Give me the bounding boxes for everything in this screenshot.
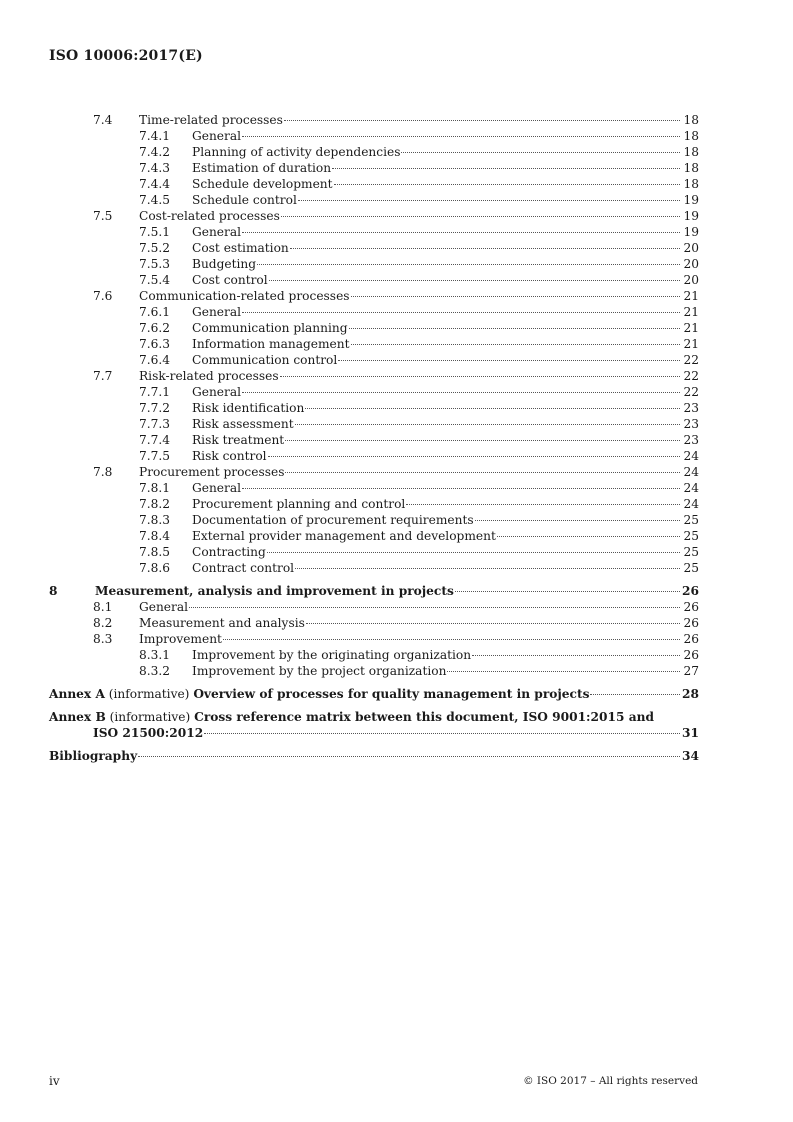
toc-entry-title: Contracting xyxy=(192,545,266,559)
toc-entry-page: 23 xyxy=(683,401,699,415)
toc-entry-title: Measurement, analysis and improvement in projects xyxy=(95,584,454,598)
dot-leader xyxy=(280,375,680,377)
table-of-contents xyxy=(49,112,699,764)
dot-leader xyxy=(455,590,680,592)
dot-leader xyxy=(351,343,681,345)
toc-entry-page: 19 xyxy=(683,209,699,223)
annex-b-page: 31 xyxy=(682,726,699,740)
toc-entry-title: Budgeting xyxy=(192,257,257,271)
toc-entry-number: 7.4 xyxy=(93,113,113,127)
toc-entry-number: 8 xyxy=(49,584,58,598)
toc-entry[interactable] xyxy=(49,384,699,400)
toc-entry-page: 25 xyxy=(683,529,699,543)
dot-leader xyxy=(295,567,680,569)
toc-entry-title: Communication-related processes xyxy=(139,289,350,303)
document-id: ISO 10006:2017(E) xyxy=(49,48,203,64)
toc-entry-number: 7.6.1 xyxy=(139,305,171,319)
toc-entry[interactable] xyxy=(49,304,699,320)
dot-leader xyxy=(281,215,680,217)
annex-a-label: Annex A xyxy=(49,687,105,701)
toc-entry[interactable] xyxy=(49,160,699,176)
toc-entry-title: Procurement processes xyxy=(139,465,285,479)
toc-entry-number: 7.4.2 xyxy=(139,145,171,159)
toc-entry[interactable] xyxy=(49,599,699,615)
toc-entry-title: General xyxy=(192,305,241,319)
toc-entry-title: Documentation of procurement requirements xyxy=(192,513,474,527)
dot-leader xyxy=(268,455,680,457)
toc-entry-page: 22 xyxy=(683,385,699,399)
toc-entry[interactable] xyxy=(49,272,699,288)
toc-entry-page: 26 xyxy=(682,584,699,598)
toc-entry-number: 8.3.2 xyxy=(139,664,171,678)
dot-leader xyxy=(472,654,680,656)
dot-leader xyxy=(269,279,680,281)
toc-entry-page: 21 xyxy=(683,305,699,319)
toc-entry-page: 20 xyxy=(683,257,699,271)
toc-entry[interactable] xyxy=(49,663,699,679)
annex-a-title: Overview of processes for quality management in projects xyxy=(193,687,590,701)
toc-entry-page: 18 xyxy=(683,177,699,191)
dot-leader xyxy=(267,551,680,553)
toc-entry-page: 21 xyxy=(683,289,699,303)
toc-entry-number: 7.8 xyxy=(93,465,113,479)
toc-entry[interactable] xyxy=(49,240,699,256)
toc-entry-title: Risk control xyxy=(192,449,267,463)
toc-entry[interactable] xyxy=(49,583,699,599)
dot-leader xyxy=(497,535,680,537)
toc-entry-page: 19 xyxy=(683,193,699,207)
toc-entry[interactable] xyxy=(49,112,699,128)
toc-entry[interactable] xyxy=(49,368,699,384)
toc-entry-page: 27 xyxy=(683,664,699,678)
toc-entry-annex-a[interactable] xyxy=(49,686,699,702)
bibliography-page: 34 xyxy=(682,749,699,763)
toc-entry[interactable] xyxy=(49,144,699,160)
dot-leader xyxy=(351,295,680,297)
dot-leader xyxy=(138,755,680,757)
toc-entry-page: 20 xyxy=(683,241,699,255)
dot-leader xyxy=(334,183,680,185)
dot-leader xyxy=(590,693,680,695)
toc-entry-number: 8.3 xyxy=(93,632,113,646)
toc-entry-bibliography[interactable] xyxy=(49,748,699,764)
toc-entry-number: 7.4.5 xyxy=(139,193,171,207)
toc-entry[interactable] xyxy=(49,400,699,416)
toc-entry-title: Measurement and analysis xyxy=(139,616,305,630)
dot-leader xyxy=(447,670,680,672)
bibliography-title: Bibliography xyxy=(49,749,138,763)
toc-entry-title: General xyxy=(139,600,188,614)
toc-entry-title: Improvement by the originating organization xyxy=(192,648,472,662)
toc-entry-title: Risk treatment xyxy=(192,433,285,447)
dot-leader xyxy=(338,359,680,361)
toc-entry-number: 7.5 xyxy=(93,209,113,223)
toc-entry-number: 7.7.3 xyxy=(139,417,171,431)
dot-leader xyxy=(306,622,680,624)
toc-entry-number: 7.5.4 xyxy=(139,273,171,287)
dot-leader xyxy=(285,439,680,441)
dot-leader xyxy=(305,407,680,409)
toc-entry[interactable] xyxy=(49,336,699,352)
toc-entry-page: 24 xyxy=(683,465,699,479)
dot-leader xyxy=(204,732,680,734)
dot-leader xyxy=(242,391,680,393)
dot-leader xyxy=(475,519,680,521)
toc-entry-number: 7.8.2 xyxy=(139,497,171,511)
footer-copyright: © ISO 2017 – All rights reserved xyxy=(523,1075,698,1087)
toc-entry-title: Schedule development xyxy=(192,177,333,191)
toc-entry-page: 25 xyxy=(683,545,699,559)
toc-entry-page: 18 xyxy=(683,129,699,143)
toc-entry-number: 7.6.2 xyxy=(139,321,171,335)
toc-entry-number: 7.5.2 xyxy=(139,241,171,255)
toc-entry-number: 7.8.5 xyxy=(139,545,171,559)
toc-entry-number: 7.6 xyxy=(93,289,113,303)
toc-entry-title: Information management xyxy=(192,337,350,351)
toc-entry-title: Communication control xyxy=(192,353,338,367)
dot-leader xyxy=(290,247,680,249)
toc-entry-number: 7.4.3 xyxy=(139,161,171,175)
toc-entry-title: General xyxy=(192,225,241,239)
toc-entry-page: 22 xyxy=(683,369,699,383)
toc-entry[interactable] xyxy=(49,288,699,304)
toc-entry-title: Risk assessment xyxy=(192,417,294,431)
toc-entry[interactable] xyxy=(49,528,699,544)
dot-leader xyxy=(295,423,680,425)
toc-entry-page: 24 xyxy=(683,497,699,511)
dot-leader xyxy=(242,311,680,313)
toc-entry-number: 7.5.3 xyxy=(139,257,171,271)
toc-entry-title: Risk-related processes xyxy=(139,369,279,383)
annex-b-title-line1: Cross reference matrix between this document, ISO 9001:2015 and xyxy=(194,710,654,724)
toc-entry-title: Schedule control xyxy=(192,193,297,207)
toc-entry-number: 7.8.1 xyxy=(139,481,171,495)
toc-entry-title: General xyxy=(192,481,241,495)
toc-entry[interactable] xyxy=(49,448,699,464)
toc-entry-page: 23 xyxy=(683,433,699,447)
toc-entry-number: 7.7.1 xyxy=(139,385,171,399)
toc-entry-annex-b[interactable] xyxy=(49,709,699,741)
dot-leader xyxy=(401,151,680,153)
toc-entry[interactable] xyxy=(49,128,699,144)
toc-entry[interactable] xyxy=(49,352,699,368)
toc-entry-number: 7.8.4 xyxy=(139,529,171,543)
toc-entry[interactable] xyxy=(49,208,699,224)
toc-entries xyxy=(49,112,699,679)
dot-leader xyxy=(257,263,680,265)
toc-entry[interactable] xyxy=(49,544,699,560)
toc-entry-number: 7.7 xyxy=(93,369,113,383)
toc-entry-number: 7.4.4 xyxy=(139,177,171,191)
toc-entry[interactable] xyxy=(49,647,699,663)
toc-entry-page: 21 xyxy=(683,321,699,335)
toc-entry-page: 26 xyxy=(683,600,699,614)
dot-leader xyxy=(284,119,680,121)
toc-entry-title: Risk identification xyxy=(192,401,305,415)
toc-entry[interactable] xyxy=(49,256,699,272)
annex-b-title-line2: ISO 21500:2012 xyxy=(93,726,204,740)
toc-entry-title: Improvement by the project organization xyxy=(192,664,447,678)
dot-leader xyxy=(242,231,680,233)
dot-leader xyxy=(332,167,680,169)
toc-entry[interactable] xyxy=(49,192,699,208)
toc-entry-title: General xyxy=(192,385,241,399)
toc-entry-page: 21 xyxy=(683,337,699,351)
toc-entry-number: 8.1 xyxy=(93,600,113,614)
toc-entry[interactable] xyxy=(49,320,699,336)
toc-entry-page: 26 xyxy=(683,648,699,662)
annex-b-label: Annex B xyxy=(49,710,106,724)
toc-entry-page: 23 xyxy=(683,417,699,431)
toc-entry-page: 19 xyxy=(683,225,699,239)
toc-entry-title: Cost control xyxy=(192,273,268,287)
annex-a-page: 28 xyxy=(682,687,699,701)
toc-entry-page: 25 xyxy=(683,513,699,527)
toc-entry-number: 7.8.6 xyxy=(139,561,171,575)
dot-leader xyxy=(223,638,680,640)
toc-entry-title: Improvement xyxy=(139,632,222,646)
toc-entry-number: 7.7.2 xyxy=(139,401,171,415)
dot-leader xyxy=(189,606,680,608)
dot-leader xyxy=(298,199,680,201)
toc-entry[interactable] xyxy=(49,176,699,192)
toc-entry-page: 24 xyxy=(683,449,699,463)
toc-entry-page: 26 xyxy=(683,632,699,646)
toc-entry-title: General xyxy=(192,129,241,143)
toc-entry-number: 7.5.1 xyxy=(139,225,171,239)
toc-entry-number: 7.6.3 xyxy=(139,337,171,351)
toc-entry-title: Cost estimation xyxy=(192,241,289,255)
toc-entry[interactable] xyxy=(49,560,699,576)
toc-entry-page: 18 xyxy=(683,113,699,127)
dot-leader xyxy=(242,135,680,137)
toc-entry-number: 8.2 xyxy=(93,616,113,630)
dot-leader xyxy=(242,487,680,489)
toc-entry-page: 24 xyxy=(683,481,699,495)
toc-entry-number: 7.7.5 xyxy=(139,449,171,463)
toc-entry-page: 22 xyxy=(683,353,699,367)
toc-entry-page: 26 xyxy=(683,616,699,630)
annex-a-type: (informative) xyxy=(108,687,190,701)
annex-b-type: (informative) xyxy=(109,710,191,724)
toc-entry-title: External provider management and development xyxy=(192,529,496,543)
toc-entry[interactable] xyxy=(49,615,699,631)
toc-entry-page: 18 xyxy=(683,161,699,175)
toc-entry[interactable] xyxy=(49,416,699,432)
toc-entry-title: Planning of activity dependencies xyxy=(192,145,401,159)
dot-leader xyxy=(285,471,680,473)
toc-entry-number: 7.7.4 xyxy=(139,433,171,447)
toc-entry[interactable] xyxy=(49,496,699,512)
toc-entry-page: 18 xyxy=(683,145,699,159)
toc-entry-number: 7.8.3 xyxy=(139,513,171,527)
toc-entry[interactable] xyxy=(49,464,699,480)
toc-entry-title: Time-related processes xyxy=(139,113,283,127)
toc-entry-number: 7.4.1 xyxy=(139,129,171,143)
toc-entry-page: 25 xyxy=(683,561,699,575)
toc-entry-title: Cost-related processes xyxy=(139,209,280,223)
toc-entry-page: 20 xyxy=(683,273,699,287)
dot-leader xyxy=(406,503,680,505)
toc-entry[interactable] xyxy=(49,631,699,647)
dot-leader xyxy=(349,327,680,329)
toc-entry-title: Estimation of duration xyxy=(192,161,332,175)
toc-entry-title: Communication planning xyxy=(192,321,348,335)
toc-entry-title: Contract control xyxy=(192,561,295,575)
toc-entry[interactable] xyxy=(49,480,699,496)
toc-entry-number: 8.3.1 xyxy=(139,648,171,662)
toc-entry[interactable] xyxy=(49,432,699,448)
toc-entry-title: Procurement planning and control xyxy=(192,497,406,511)
toc-entry-number: 7.6.4 xyxy=(139,353,171,367)
toc-entry[interactable] xyxy=(49,512,699,528)
footer-page-number: iv xyxy=(49,1074,60,1088)
toc-entry[interactable] xyxy=(49,224,699,240)
